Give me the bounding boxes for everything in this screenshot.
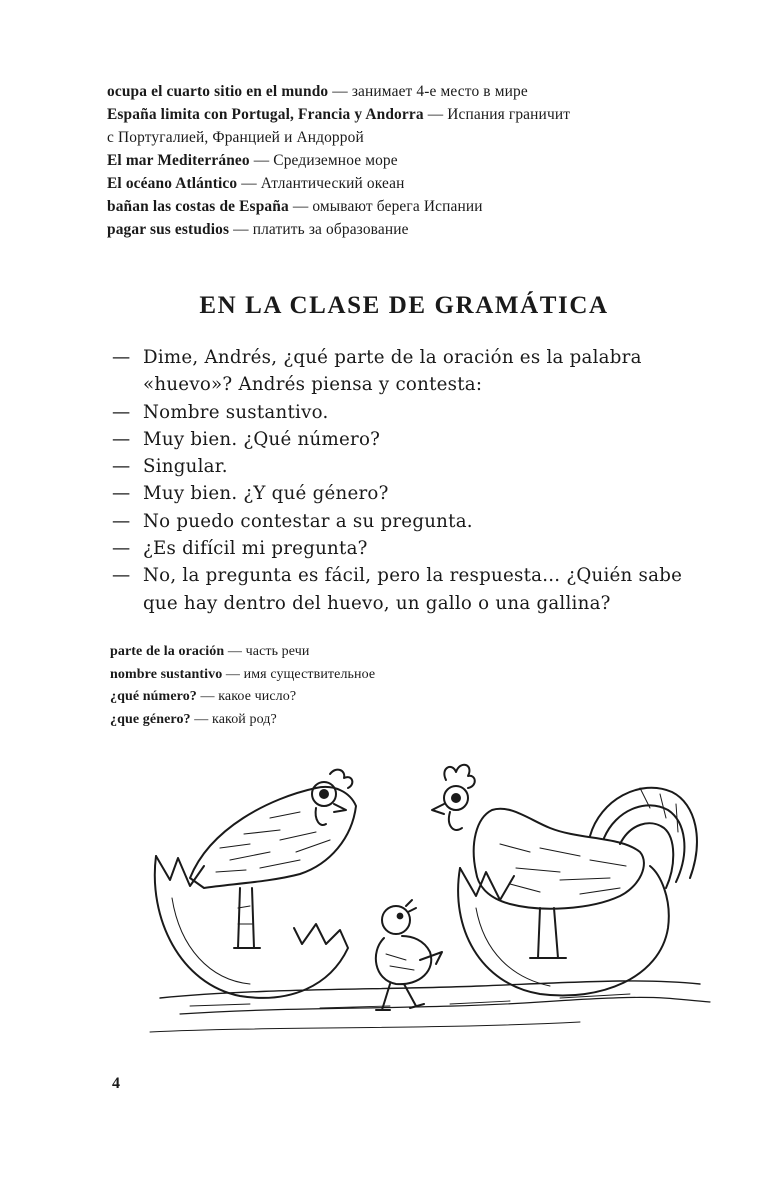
vocab-entry	[107, 80, 717, 103]
vocab-dash: —	[227, 644, 242, 659]
dialogue-line-text: Dime, Andrés, ¿qué parte de la oración es la palabra	[143, 347, 642, 368]
vocab-russian: Средиземное море	[273, 152, 398, 169]
dialogue-dash: —	[112, 347, 131, 368]
dialogue-line	[112, 371, 712, 398]
dialogue-dash: —	[112, 483, 131, 505]
vocab-spanish: pagar sus estudios	[107, 221, 230, 238]
dialogue-line-text: «huevo»? Andrés piensa y contesta:	[143, 374, 483, 396]
chick	[376, 900, 442, 1010]
dialogue-line	[112, 480, 712, 507]
dialogue-line-text: ¿Es difícil mi pregunta?	[143, 538, 368, 560]
page-number: 4	[112, 1075, 120, 1092]
dialogue-line-text: No, la pregunta es fácil, pero la respuesta... ¿Quién sabe	[143, 565, 683, 587]
vocab-entry	[107, 103, 717, 126]
vocab-entry	[110, 641, 510, 664]
vocab-russian: имя существительное	[243, 666, 376, 682]
vocab-dash: —	[225, 666, 241, 682]
dialogue-dash: —	[112, 401, 131, 423]
dialogue-dash: —	[112, 538, 131, 560]
ground-shading	[150, 981, 710, 1032]
vocab-dash: —	[200, 689, 215, 704]
dialogue-line	[112, 344, 712, 371]
vocab-spanish: bañan las costas de España	[107, 198, 289, 215]
dialogue-line-text: No puedo contestar a su pregunta.	[143, 510, 473, 532]
dialogue-line	[112, 399, 712, 426]
dialogue-text	[112, 344, 712, 617]
dialogue-line	[112, 535, 712, 562]
vocab-spanish: parte de la oración	[110, 644, 225, 659]
vocab-spanish: ¿que género?	[110, 711, 191, 727]
vocab-russian: какой род?	[212, 711, 277, 727]
dialogue-dash: —	[112, 510, 131, 532]
vocab-russian: занимает 4-е место в мире	[351, 83, 528, 100]
dialogue-line	[112, 453, 712, 480]
vocab-russian: часть речи	[245, 644, 310, 659]
vocab-dash: —	[253, 152, 270, 169]
dialogue-line	[112, 508, 712, 535]
vocab-dash: —	[427, 106, 444, 123]
vocab-russian: платить за образование	[252, 221, 409, 238]
vocab-dash: —	[241, 175, 257, 192]
dialogue-line-text: Muy bien. ¿Y qué género?	[143, 483, 389, 505]
dialogue-dash: —	[112, 428, 131, 450]
vocab-entry	[107, 172, 717, 195]
vocab-spanish: ocupa el cuarto sitio en el mundo	[107, 83, 329, 100]
dialogue-line-text: Muy bien. ¿Qué número?	[143, 428, 381, 450]
dialogue-line	[112, 426, 712, 453]
vocab-entry	[110, 686, 510, 709]
dialogue-dash: —	[112, 565, 131, 587]
dialogue-dash: —	[112, 456, 131, 478]
vocab-entry	[107, 149, 717, 172]
vocab-entry	[107, 218, 717, 241]
vocabulary-list-top	[107, 80, 717, 241]
dialogue-line	[112, 590, 712, 617]
vocab-dash: —	[194, 711, 209, 727]
vocab-spanish: El océano Atlántico	[107, 175, 238, 192]
hen-in-eggshell	[155, 770, 356, 998]
vocab-spanish: España limita con Portugal, Francia y Andorra	[107, 106, 424, 123]
section-title: EN LA CLASE DE GRAMÁTICA	[199, 292, 609, 319]
vocab-spanish: ¿qué número?	[110, 689, 197, 704]
vocab-spanish: El mar Mediterráneo	[107, 152, 250, 169]
vocab-entry	[110, 709, 510, 732]
dialogue-line	[112, 562, 712, 589]
vocab-entry	[107, 195, 717, 218]
vocab-spanish: nombre sustantivo	[110, 666, 223, 682]
vocab-russian: Атлантический океан	[260, 175, 405, 192]
vocab-russian: омывают берега Испании	[312, 198, 483, 215]
dialogue-line-text: que hay dentro del huevo, un gallo o una gallina?	[143, 592, 611, 614]
dialogue-line-text: Nombre sustantivo.	[143, 401, 329, 423]
vocab-russian: с Португалией, Францией и Андоррой	[107, 129, 364, 146]
hen-rooster-chick-illustration	[120, 748, 720, 1048]
vocab-russian: Испания граничит	[447, 106, 571, 123]
vocab-entry	[110, 664, 510, 687]
vocab-dash: —	[233, 221, 249, 238]
dialogue-line-text: Singular.	[143, 456, 228, 478]
rooster-in-eggshell	[432, 765, 697, 996]
vocab-russian: какое число?	[218, 689, 297, 704]
vocab-dash: —	[332, 83, 348, 100]
vocabulary-list-bottom	[110, 641, 510, 731]
vocab-dash: —	[292, 198, 309, 215]
vocab-entry-continuation	[107, 126, 717, 149]
